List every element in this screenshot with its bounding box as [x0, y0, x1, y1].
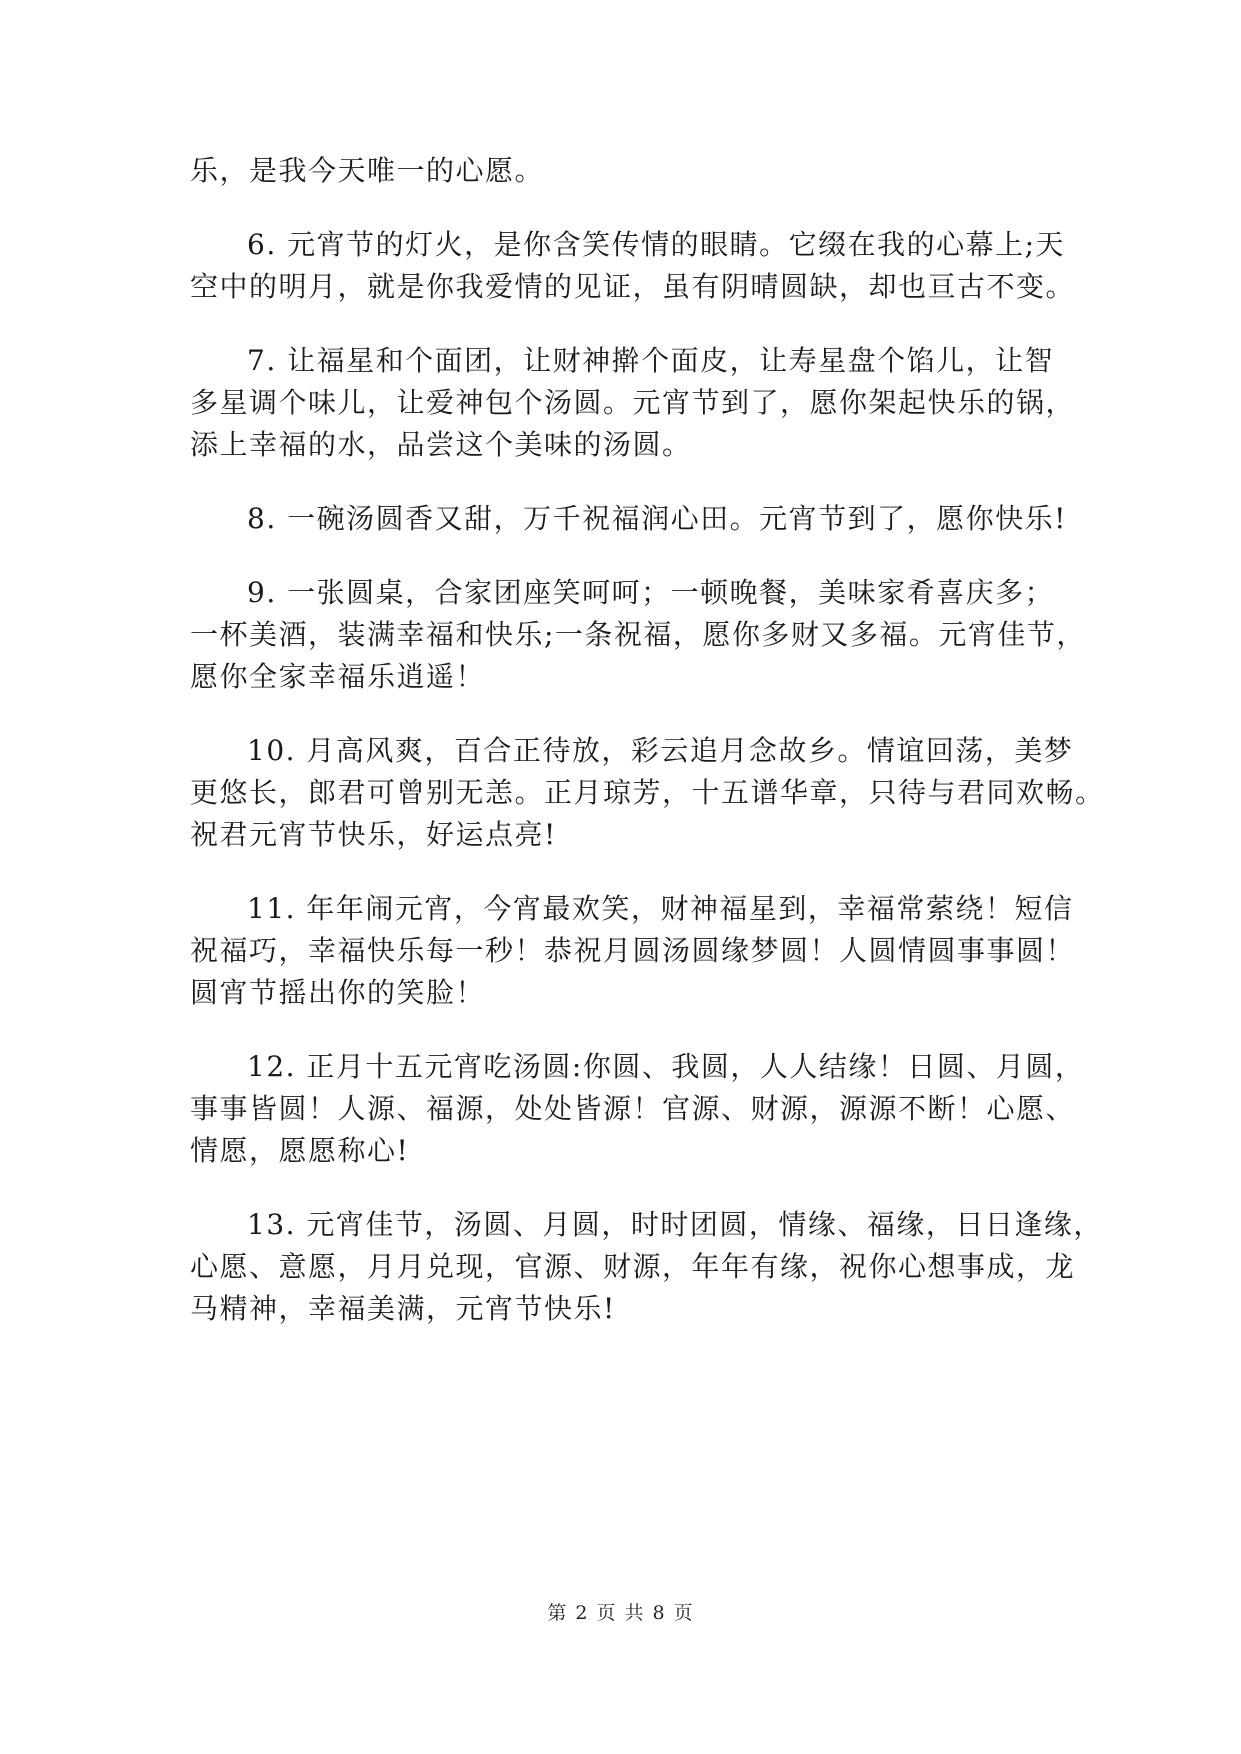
footer-page-unit: 页 [596, 1602, 617, 1624]
footer-total-prefix: 共 [624, 1602, 645, 1624]
paragraph-13-line-3: 马精神，幸福美满，元宵节快乐! [190, 1292, 616, 1325]
footer-suffix: 页 [673, 1602, 694, 1624]
paragraph-11-line-3: 圆宵节摇出你的笑脸！ [190, 976, 486, 1009]
paragraph-7-line-3: 添上幸福的水，品尝这个美味的汤圆。 [190, 428, 692, 461]
paragraph-9-line-3: 愿你全家幸福乐逍遥！ [190, 660, 486, 693]
paragraph-13-line-2: 心愿、意愿，月月兑现，官源、财源，年年有缘，祝你心想事成，龙 [190, 1250, 1076, 1283]
paragraph-9-line-1: 9. 一张圆桌，合家团座笑呵呵；一顿晚餐，美味家肴喜庆多； [247, 576, 1055, 609]
paragraph-11-line-2: 祝福巧，幸福快乐每一秒！恭祝月圆汤圆缘梦圆！人圆情圆事事圆！ [190, 934, 1076, 967]
paragraph-10-line-1: 10. 月高风爽，百合正待放，彩云追月念故乡。情谊回荡，美梦 [247, 734, 1074, 767]
total-page-count: 8 [652, 1602, 666, 1624]
paragraph-6-line-1: 6. 元宵节的灯火，是你含笑传情的眼睛。它缀在我的心幕上;天 [247, 228, 1066, 261]
page-footer [0, 1598, 1241, 1625]
paragraph-7-line-2: 多星调个味儿，让爱神包个汤圆。元宵节到了，愿你架起快乐的锅， [190, 386, 1076, 419]
paragraph-10-line-2: 更悠长，郎君可曾别无恙。正月琼芳，十五谱华章，只待与君同欢畅。 [190, 776, 1105, 809]
paragraph-7-line-1: 7. 让福星和个面团，让财神擀个面皮，让寿星盘个馅儿，让智 [247, 344, 1055, 377]
paragraph-11-line-1: 11. 年年闹元宵，今宵最欢笑，财神福星到，幸福常萦绕！短信 [247, 892, 1074, 925]
paragraph-12-line-2: 事事皆圆！人源、福源，处处皆源！官源、财源，源源不断！心愿、 [190, 1092, 1076, 1125]
text-line: 乐，是我今天唯一的心愿。 [190, 154, 545, 187]
paragraph-12-line-1: 12. 正月十五元宵吃汤圆:你圆、我圆，人人结缘！日圆、月圆， [247, 1050, 1085, 1083]
paragraph-6-line-2: 空中的明月，就是你我爱情的见证，虽有阴晴圆缺，却也亘古不变。 [190, 270, 1076, 303]
paragraph-8-line-1: 8. 一碗汤圆香又甜，万千祝福润心田。元宵节到了，愿你快乐! [247, 502, 1067, 535]
paragraph-13-line-1: 13. 元宵佳节，汤圆、月圆，时时团圆，情缘、福缘，日日逢缘， [247, 1208, 1103, 1241]
current-page-number: 2 [575, 1602, 589, 1624]
paragraph-10-line-3: 祝君元宵节快乐，好运点亮! [190, 818, 557, 851]
document-body [190, 150, 1105, 1330]
footer-prefix: 第 [547, 1602, 568, 1624]
paragraph-9-line-2: 一杯美酒，装满幸福和快乐;一条祝福，愿你多财又多福。元宵佳节， [190, 618, 1086, 651]
paragraph-12-line-3: 情愿，愿愿称心! [190, 1134, 410, 1167]
